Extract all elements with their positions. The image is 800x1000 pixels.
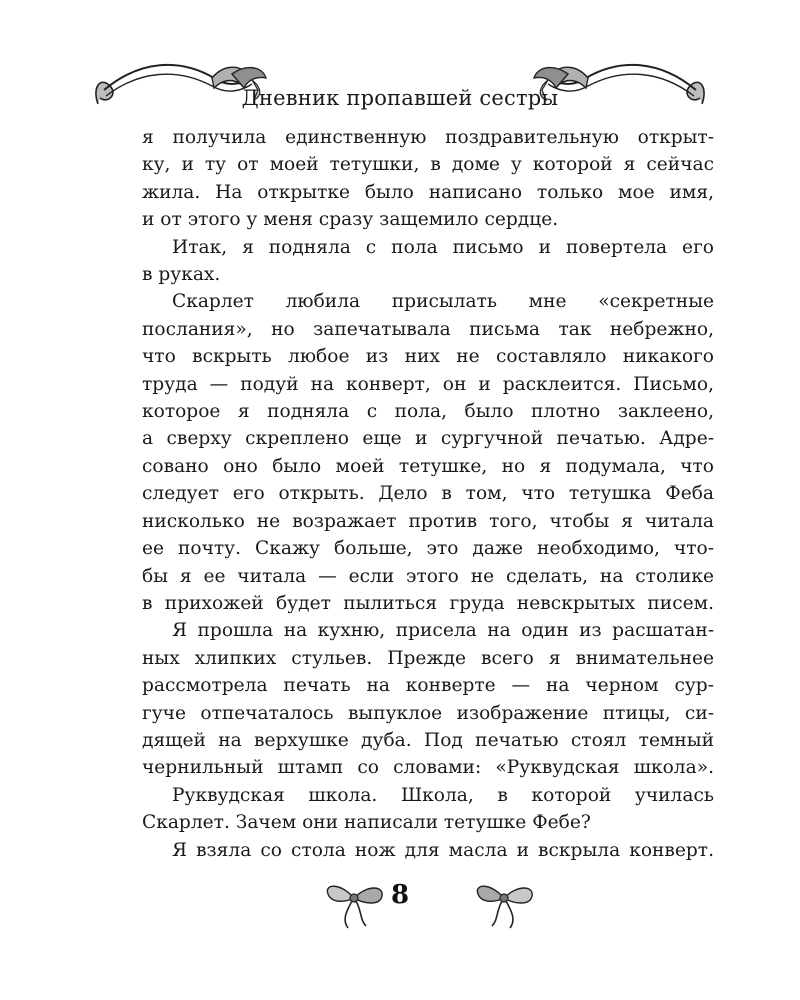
text-line: Скарлет. Зачем они написали тетушке Фебе? (142, 812, 591, 834)
page-number: 8 (390, 880, 410, 910)
text-line: совано оно было моей тетушке, но я подумала, что (142, 455, 714, 477)
text-line: рассмотрела печать на конверте — на черном сур- (142, 675, 714, 697)
text-line: Я прошла на кухню, присела на один из расшатан- (172, 620, 714, 642)
text-line: бы я ее читала — если этого не сделать, на столике (142, 565, 714, 587)
text-line: ее почту. Скажу больше, это даже необходимо, что- (142, 538, 714, 560)
text-line: ку, и ту от моей тетушки, в доме у которой я сейчас (142, 154, 714, 176)
text-line: чернильный штамп со словами: «Руквудская школа». (142, 757, 714, 779)
text-line: нисколько не возражает против того, чтобы я читала (142, 510, 714, 532)
text-line: в прихожей будет пылиться груда невскрытых писем. (142, 592, 714, 614)
text-line: и от этого у меня сразу защемило сердце. (142, 209, 559, 231)
text-line: Руквудская школа. Школа, в которой училась (172, 784, 714, 806)
text-line: что вскрыть любое из них не составляло никакого (142, 346, 714, 368)
text-line: а сверху скреплено еще и сургучной печатью. Адре- (142, 428, 714, 450)
text-line: дящей на верхушке дуба. Под печатью стоял темный (142, 729, 714, 751)
text-line: Итак, я подняла с пола письмо и повертела его (172, 236, 714, 258)
ribbon-ornament (0, 0, 800, 130)
body-text (142, 124, 714, 864)
text-line: в руках. (142, 264, 221, 286)
text-line: Я взяла со стола нож для масла и вскрыла конверт. (172, 839, 714, 861)
text-line: жила. На открытке было написано только мое имя, (142, 181, 714, 203)
text-line: послания», но запечатывала письма так небрежно, (142, 318, 714, 340)
text-line: гуче отпечаталось выпуклое изображение птицы, си- (142, 702, 714, 724)
text-line: Скарлет любила присылать мне «секретные (172, 291, 714, 313)
page-header (0, 0, 800, 130)
text-line: я получила единственную поздравительную открыт- (142, 127, 714, 148)
text-line: следует его открыть. Дело в том, что тетушка Феба (142, 483, 714, 505)
running-title: Дневник пропавшей сестры (241, 86, 559, 110)
text-line: ных хлипких стульев. Прежде всего я внимательнее (142, 647, 714, 669)
text-line: труда — подуй на конверт, он и расклеится. Письмо, (142, 373, 714, 395)
text-line: которое я подняла с пола, было плотно заклеено, (142, 401, 714, 423)
